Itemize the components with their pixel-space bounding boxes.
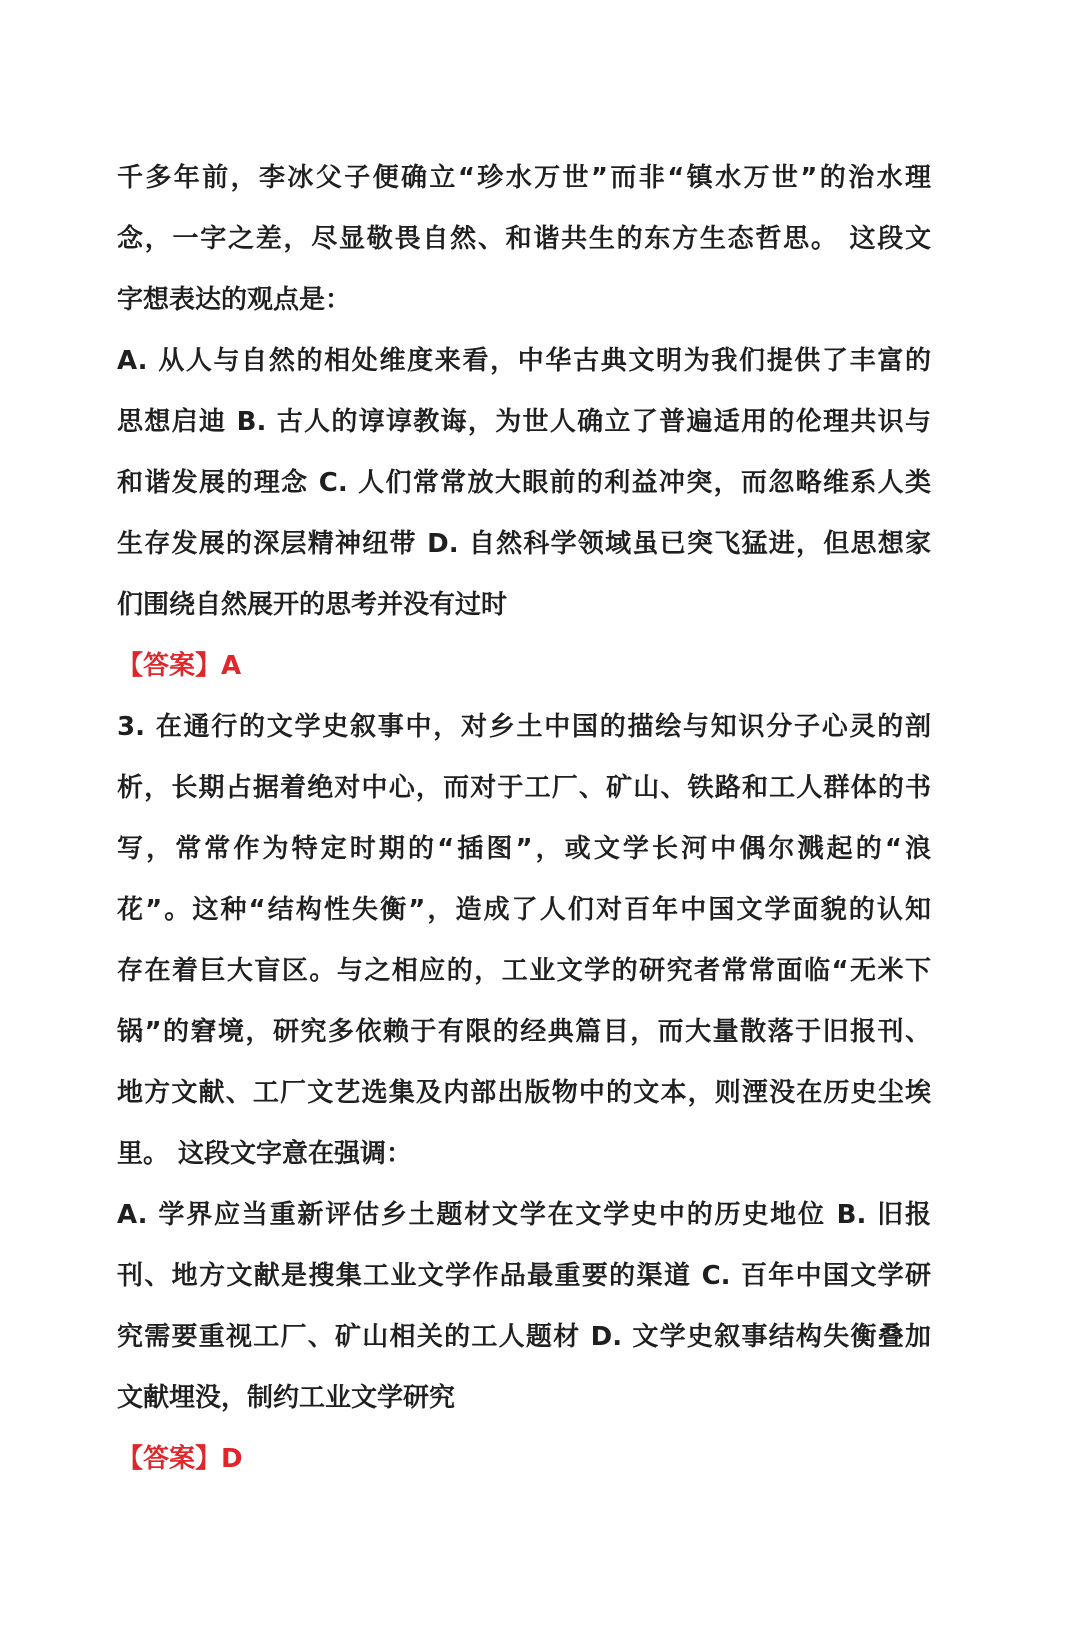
question-1-option-line: 们围绕自然展开的思考并没有过时 [117,590,508,620]
question-3-option-line: 刊、地方文献是搜集工业文学作品最重要的渠道 C. 百年中国文学研 [117,1261,931,1291]
question-1-option-line: A. 从人与自然的相处维度来看，中华古典文明为我们提供了丰富的 [117,346,931,376]
question-3-line: 里。 这段文字意在强调： [117,1139,413,1169]
question-1-option-line: 思想启迪 B. 古人的谆谆教诲，为世人确立了普遍适用的伦理共识与 [117,407,931,437]
question-3-line: 锅”的窘境，研究多依赖于有限的经典篇目，而大量散落于旧报刊、 [117,1017,931,1047]
question-3-line: 存在着巨大盲区。与之相应的，工业文学的研究者常常面临“无米下 [117,956,931,986]
question-3-line: 地方文献、工厂文艺选集及内部出版物中的文本，则湮没在历史尘埃 [117,1078,931,1108]
question-1-line: 字想表达的观点是： [117,285,352,315]
question-3-line: 析，长期占据着绝对中心，而对于工厂、矿山、铁路和工人群体的书 [117,773,931,803]
question-1-option-line: 生存发展的深层精神纽带 D. 自然科学领域虽已突飞猛进，但思想家 [117,529,931,559]
question-3-line: 3. 在通行的文学史叙事中，对乡土中国的描绘与知识分子心灵的剖 [117,712,931,742]
question-3-answer: 【答案】D [117,1444,243,1474]
question-1-option-line: 和谐发展的理念 C. 人们常常放大眼前的利益冲突，而忽略维系人类 [117,468,931,498]
question-3-option-line: A. 学界应当重新评估乡土题材文学在文学史中的历史地位 B. 旧报 [117,1200,931,1230]
question-3-block [117,697,931,1490]
question-1-line: 念，一字之差，尽显敬畏自然、和谐共生的东方生态哲思。 这段文 [117,224,931,254]
question-3-line: 写，常常作为特定时期的“插图”，或文学长河中偶尔溅起的“浪 [117,834,931,864]
question-1-block [117,148,931,697]
document-body [117,148,931,1490]
question-1-answer: 【答案】A [117,651,242,681]
question-3-option-line: 究需要重视工厂、矿山相关的工人题材 D. 文学史叙事结构失衡叠加 [117,1322,931,1352]
question-1-line: 千多年前，李冰父子便确立“珍水万世”而非“镇水万世”的治水理 [117,163,931,193]
question-3-line: 花”。这种“结构性失衡”，造成了人们对百年中国文学面貌的认知 [117,895,931,925]
question-3-option-line: 文献埋没，制约工业文学研究 [117,1383,456,1413]
